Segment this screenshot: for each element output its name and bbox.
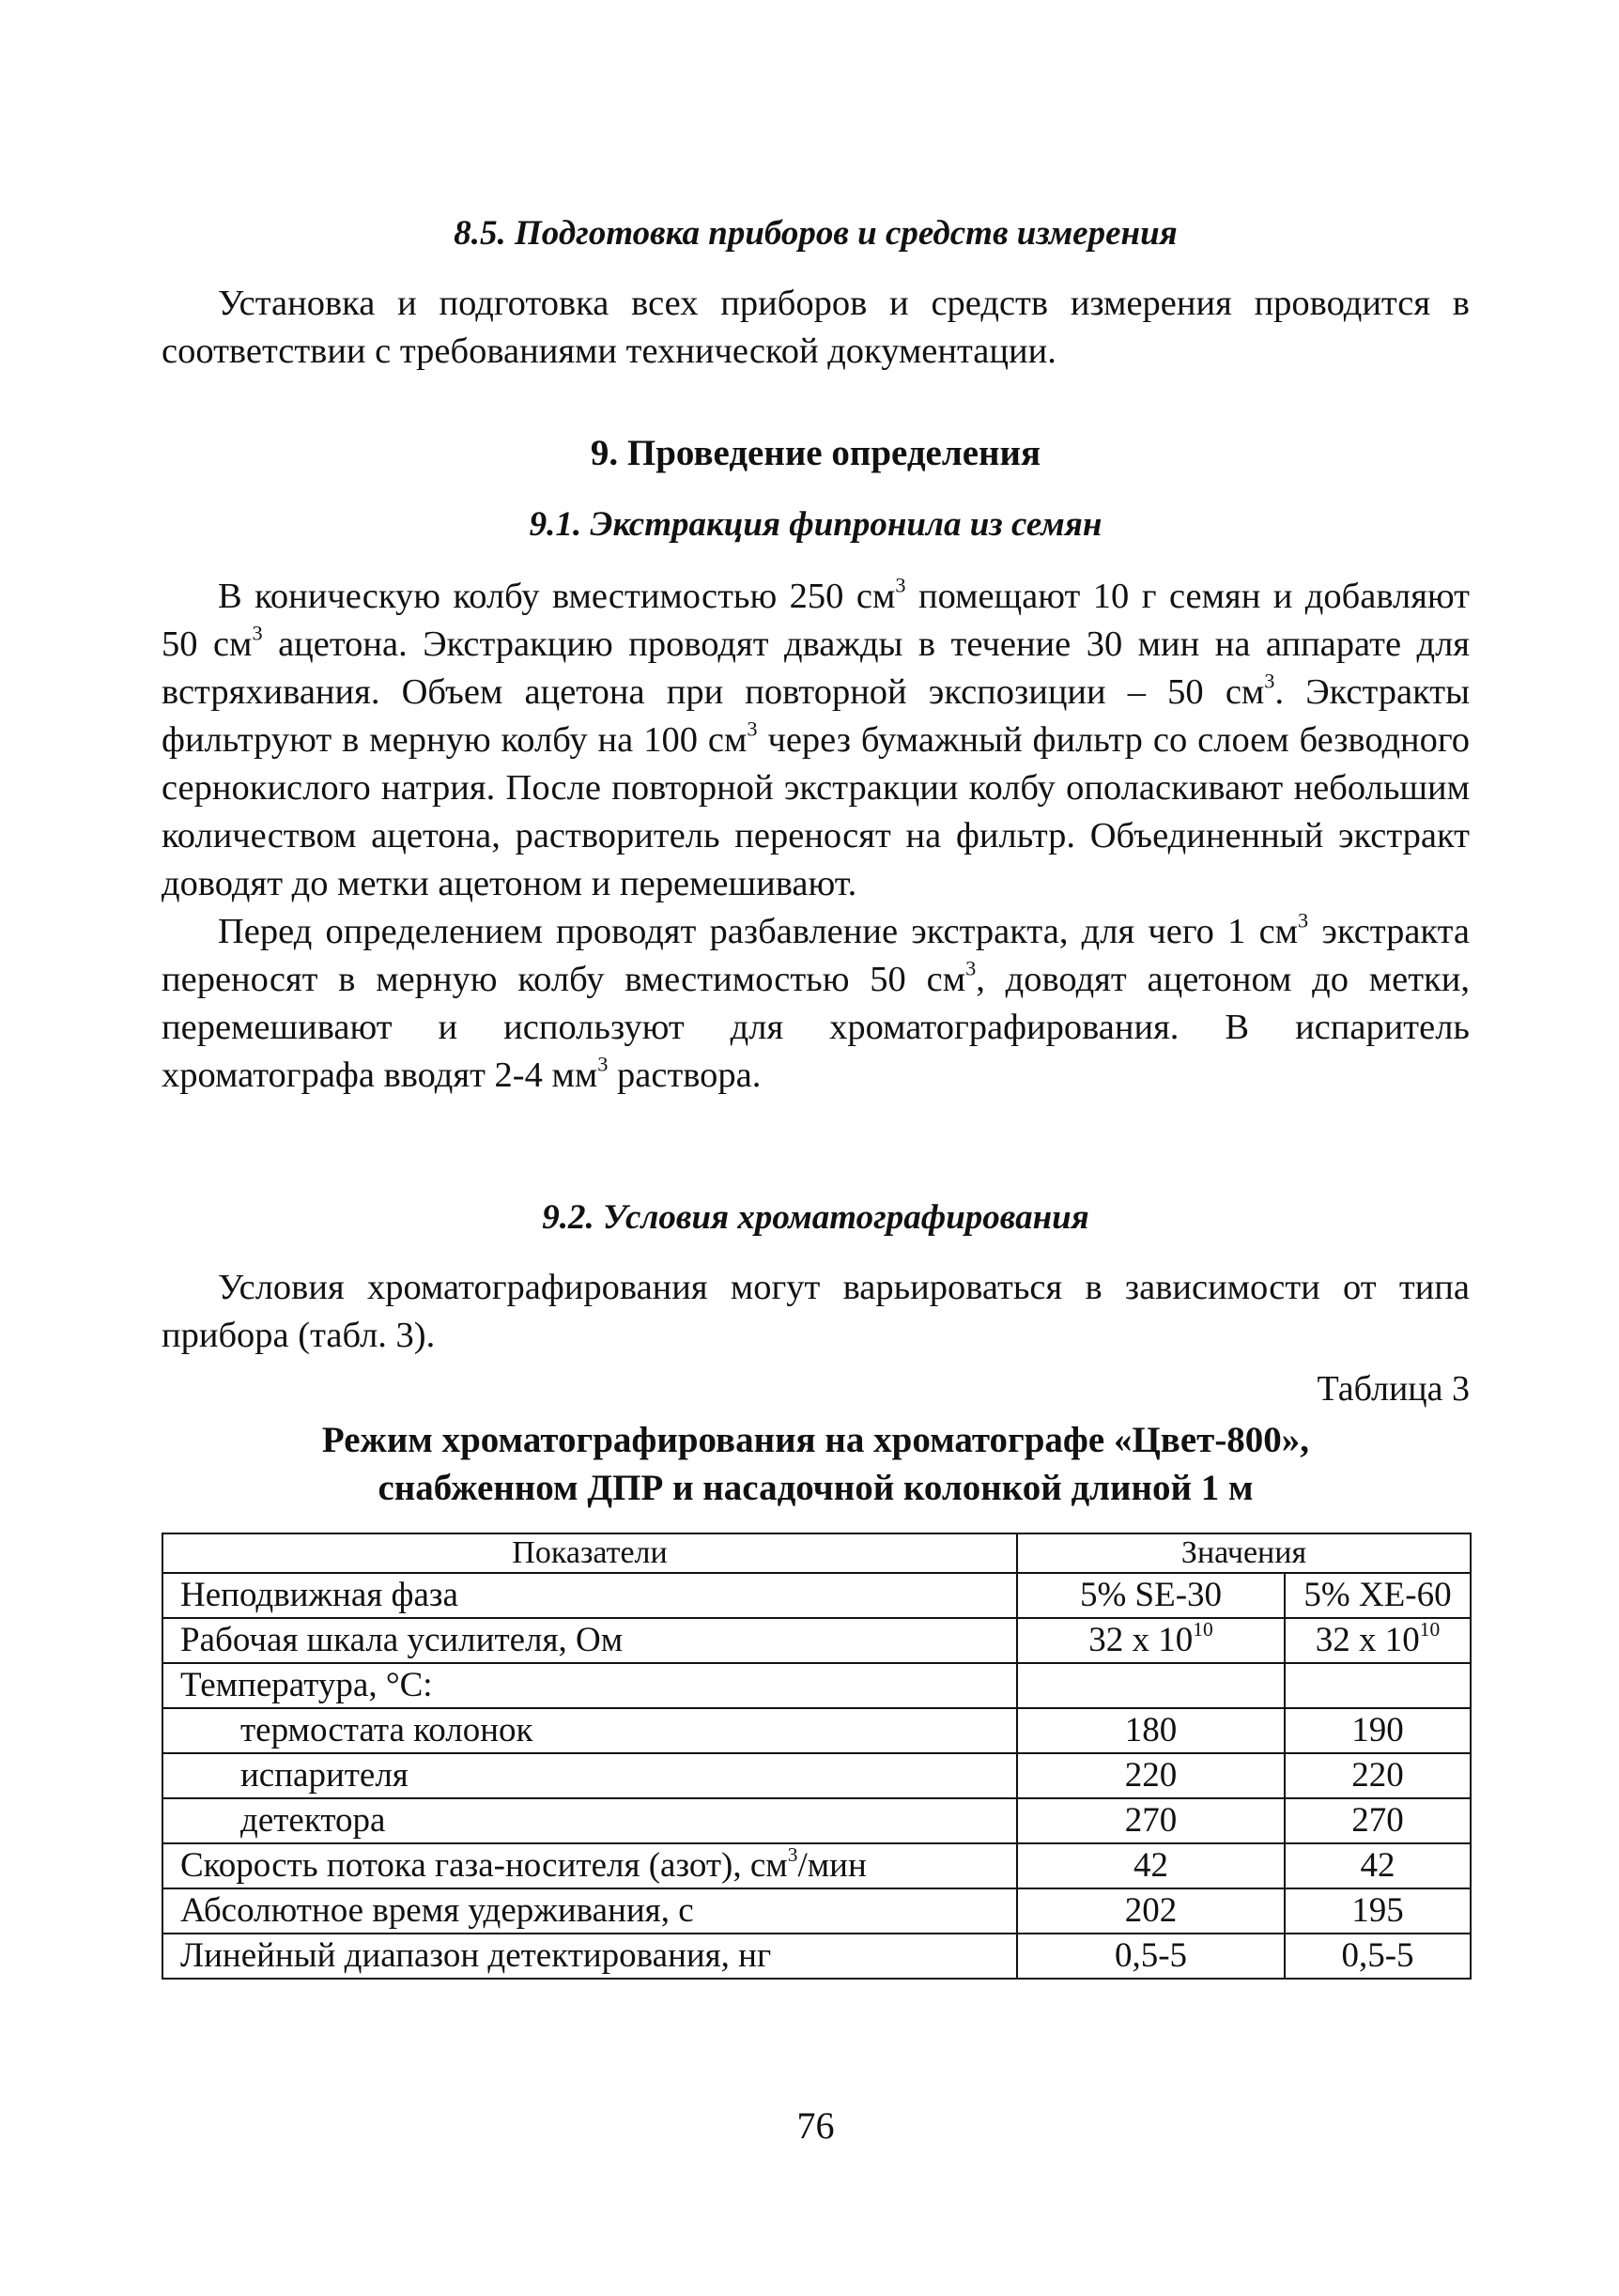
table-row: Скорость потока газа-носителя (азот), $см^3$/мин 42 42 [162, 1843, 1471, 1888]
section-9-1-heading: 9.1. Экстракция фипронила из семян [529, 505, 1102, 544]
extraction-paragraph: В коническую колбу вместимостью 250 $см^3$ помещают 10 г семян и добавляют 50 $см^3$ ацетона. Экстракцию проводят дважды в течение 30 мин на аппарате для встряхивания. Объем ацетона при повторной экспозиции – 50 $см^3$. Экстракты фильтруют в мерную колбу на 100 $см^3$ через бумажный фильтр со слоем безводного сернокислого натрия. После повторной экстракции колбу ополаскивают небольшим количеством ацетона, растворитель переносят на фильтр. Объединенный экстракт доводят до метки ацетоном и перемешивают. [162, 573, 1471, 903]
table-caption: Таблица 3 [1317, 1369, 1470, 1409]
table-row: Линейный диапазон детектирования, нг 0,5-5 0,5-5 [162, 1934, 1471, 1979]
section-8-5-paragraph: Установка и подготовка всех приборов и средств измерения проводится в соответствии с требованиями технической документации. [162, 284, 1470, 371]
table-header-row [162, 1533, 1471, 1573]
section-9-heading: 9. Проведение определения [590, 433, 1041, 473]
header-indicator: Показатели [162, 1533, 1017, 1573]
table-row: термостата колонок 180 190 [162, 1708, 1471, 1753]
table-title: Режим хроматографирования на хроматографе «Цвет-800», снабженном ДПР и насадочной колонкой длиной 1 м [321, 1420, 1310, 1508]
table-row: Температура, °С: [162, 1663, 1471, 1708]
section-8-5-heading: 8.5. Подготовка приборов и средств измерения [454, 214, 1178, 253]
section-9-2-paragraph: Условия хроматографирования могут варьироваться в зависимости от типа прибора (табл. 3). [162, 1268, 1470, 1355]
page-number: 76 [796, 2104, 835, 2147]
section-9-1-body [162, 573, 1470, 1100]
chromatography-table [162, 1533, 1472, 1980]
table-row: Неподвижная фаза 5% SE-30 5% XE-60 [162, 1573, 1471, 1618]
table-row: детектора 270 270 [162, 1798, 1471, 1843]
section-9-2-heading: 9.2. Условия хроматографирования [542, 1198, 1089, 1237]
table-row: Рабочая шкала усилителя, Ом 32 x $10^{10}$ 32 x $10^{10}$ [162, 1618, 1471, 1663]
table-row: Абсолютное время удерживания, с 202 195 [162, 1888, 1471, 1934]
dilution-paragraph: Перед определением проводят разбавление экстракта, для чего 1 $см^3$ экстракта переносят в мерную колбу вместимостью 50 $см^3$, доводят ацетоном до метки, перемешивают и используют для хроматографирования. В испаритель хроматографа вводят 2-4 $мм^3$ раствора. [162, 908, 1471, 1095]
header-values: Значения [1017, 1533, 1471, 1573]
table-row: испарителя 220 220 [162, 1753, 1471, 1798]
